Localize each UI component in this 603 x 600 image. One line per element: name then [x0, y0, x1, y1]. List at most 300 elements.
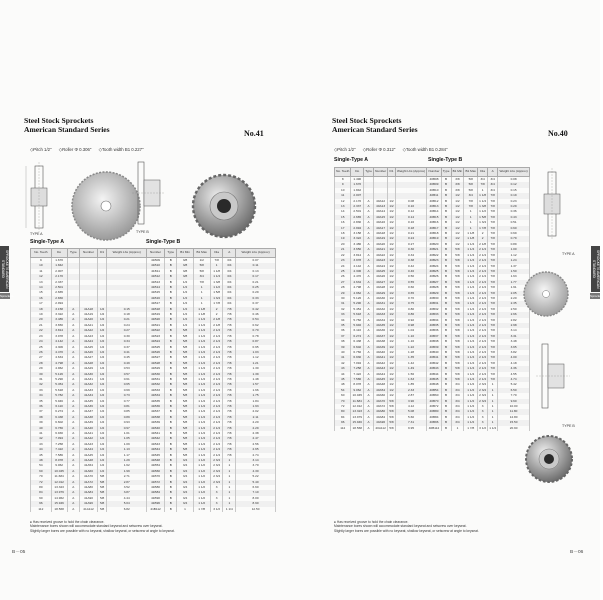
- table-cell: 7/8: [223, 312, 236, 317]
- table-cell: 1 1/2: [193, 474, 210, 479]
- table-cell: 2 1/4: [479, 355, 487, 360]
- table-cell: 0.51: [498, 220, 530, 225]
- table-cell: 5/8: [451, 323, 464, 328]
- table-cell: 1 1/4: [464, 307, 478, 312]
- table-cell: 1 1/4: [193, 388, 210, 393]
- table-cell: 40A80: [374, 409, 388, 414]
- table-cell: B: [441, 415, 451, 420]
- table-cell: 41B90: [147, 496, 165, 501]
- table-cell: B: [165, 323, 177, 328]
- table-cell: 17: [335, 226, 351, 231]
- table-cell: 5/8: [177, 377, 193, 382]
- table-cell: 5/8: [451, 247, 464, 252]
- table-cell: B: [165, 355, 177, 360]
- table-cell: 0.42: [236, 307, 276, 312]
- table-cell: A: [67, 323, 79, 328]
- table-cell: A: [364, 226, 374, 231]
- table-cell: 5/8: [97, 496, 106, 501]
- table-cell: 35: [335, 323, 351, 328]
- table-cell: 7/8: [488, 247, 498, 252]
- table-cell: 41B29: [147, 366, 165, 371]
- table-cell: B: [165, 442, 177, 447]
- table-cell: 1.03: [236, 350, 276, 355]
- table-cell: 1/2: [389, 247, 394, 252]
- table-cell: 5/8: [177, 382, 193, 387]
- table-cell: 7/8: [488, 307, 498, 312]
- table-cell: 7/8: [488, 269, 498, 274]
- table-cell: 1.75: [236, 393, 276, 398]
- right-th-b1-min: B1 Min: [451, 168, 464, 177]
- table-cell: 1 1/4: [193, 404, 210, 409]
- table-cell: 1 1/4: [193, 436, 210, 441]
- table-cell: 3.158: [351, 231, 364, 236]
- table-cell: 7.586: [351, 377, 364, 382]
- table-cell: 0.69: [107, 388, 147, 393]
- table-cell: 0.36: [498, 209, 530, 214]
- table-cell: 1/2: [97, 355, 106, 360]
- right-side-tab-tag: Sprockets: [590, 294, 603, 298]
- table-cell: 41A25: [80, 345, 98, 350]
- table-cell: 2 1/4: [479, 312, 487, 317]
- right-footnote-3: Slightly larger bores are possible with no keyseat, shallow keyseat, or setscrew at angle to keyseat.: [334, 528, 479, 533]
- table-cell: 5/8: [389, 414, 394, 419]
- table-cell: 1 1/2: [193, 469, 210, 474]
- table-cell: 7/8: [488, 296, 498, 301]
- table-cell: 1 1/4: [464, 280, 478, 285]
- table-cell: 3/4: [223, 301, 236, 306]
- table-cell: 2 1/4: [210, 442, 223, 447]
- table-cell: B: [441, 177, 451, 183]
- table-cell: 41B28: [147, 361, 165, 366]
- table-cell: 40B21: [427, 247, 441, 252]
- table-row: [335, 426, 530, 431]
- table-cell: A: [67, 307, 79, 312]
- table-cell: 0.07: [236, 258, 276, 264]
- table-cell: 7/8: [223, 431, 236, 436]
- table-cell: 7/8: [223, 307, 236, 312]
- table-cell: 40A29: [374, 291, 388, 296]
- table-cell: 0.79: [498, 236, 530, 241]
- table-cell: 3/4: [177, 496, 193, 501]
- table-cell: 2 1/4: [210, 431, 223, 436]
- table-cell: 40B35: [427, 323, 441, 328]
- table-cell: 5/8: [97, 485, 106, 490]
- table-cell: 1/2: [451, 242, 464, 247]
- table-cell: B: [441, 420, 451, 425]
- table-cell: 1: [478, 188, 488, 193]
- table-cell: 41A33: [80, 388, 98, 393]
- table-cell: 1/2: [389, 241, 394, 246]
- table-cell: 41B14: [147, 285, 165, 290]
- table-cell: 3/4: [488, 182, 498, 187]
- table-cell: 43: [335, 366, 351, 371]
- table-cell: 40A39: [374, 345, 388, 350]
- table-cell: 2: [478, 231, 488, 236]
- table-cell: 40B38: [427, 339, 441, 344]
- table-cell: 1 1/4: [193, 442, 210, 447]
- table-cell: A: [364, 220, 374, 225]
- table-cell: 1: [193, 290, 210, 295]
- table-cell: 5/8: [177, 355, 193, 360]
- table-cell: 3.814: [351, 253, 364, 258]
- table-cell: B: [441, 253, 451, 258]
- right-th-do: Do: [351, 168, 364, 177]
- left-page: [0, 0, 301, 600]
- table-cell: 8.078: [351, 382, 364, 387]
- table-cell: 40A84: [374, 415, 388, 420]
- table-cell: 4.962: [351, 291, 364, 296]
- table-cell: 41B32: [147, 382, 165, 387]
- table-cell: 41B43: [147, 442, 165, 447]
- table-cell: 2 1/4: [479, 333, 487, 338]
- table-cell: 40B14: [427, 209, 441, 214]
- table-cell: 41B17: [147, 301, 165, 306]
- table-cell: 1/2: [97, 388, 106, 393]
- table-cell: 1/2: [389, 231, 394, 236]
- table-cell: A: [364, 247, 374, 252]
- table-cell: 41B45: [147, 453, 165, 458]
- table-cell: 2 1/4: [210, 453, 223, 458]
- table-cell: 1: [223, 463, 236, 468]
- table-cell: 1: [488, 382, 498, 387]
- table-cell: B: [165, 404, 177, 409]
- left-th-a: A: [223, 249, 236, 258]
- table-cell: 38: [335, 339, 351, 344]
- table-cell: 40B23: [427, 258, 441, 263]
- table-cell: B: [441, 226, 451, 231]
- table-cell: 5/8: [177, 372, 193, 377]
- table-cell: 0.57: [107, 372, 147, 377]
- table-cell: 40B31: [427, 301, 441, 306]
- table-cell: 32: [31, 382, 52, 387]
- table-cell: 1.28: [395, 350, 427, 355]
- table-cell: 0.65: [107, 382, 147, 387]
- table-cell: 15.946: [51, 501, 67, 506]
- table-cell: B: [165, 296, 177, 301]
- table-cell: 40B39: [427, 345, 441, 350]
- table-cell: 5/8: [389, 398, 394, 403]
- table-cell: 7/8: [488, 372, 498, 377]
- table-cell: 41B72: [147, 480, 165, 485]
- table-cell: 4.634: [351, 280, 364, 285]
- table-cell: 40A41: [374, 355, 388, 360]
- left-spec-line: [30, 147, 150, 153]
- table-cell: 6.766: [351, 350, 364, 355]
- table-cell: 7/8: [478, 182, 488, 187]
- table-cell: 7.70: [498, 393, 530, 398]
- table-cell: 40A72: [374, 404, 388, 409]
- table-cell: 41A84: [80, 490, 98, 495]
- table-cell: 1: [464, 209, 478, 214]
- table-cell: 14: [335, 209, 351, 214]
- table-cell: 40A44: [374, 372, 388, 377]
- right-type-b-section-drawing: [534, 340, 574, 420]
- table-cell: 4.74: [498, 377, 530, 382]
- table-cell: 5.946: [51, 399, 67, 404]
- left-type-a-section-drawing: [22, 160, 62, 240]
- left-type-b-sprocket-image: [190, 172, 258, 240]
- table-cell: 7/8: [223, 442, 236, 447]
- table-cell: 1/2: [451, 220, 464, 225]
- table-cell: 0.49: [107, 361, 147, 366]
- table-cell: 1 1/4: [464, 285, 478, 290]
- table-cell: 1: [193, 285, 210, 290]
- table-cell: 1.12: [498, 253, 530, 258]
- table-cell: 1.48: [236, 377, 276, 382]
- table-cell: 5.454: [351, 307, 364, 312]
- table-cell: 1 1/4: [193, 366, 210, 371]
- table-cell: 28: [31, 361, 52, 366]
- table-cell: 5/8: [177, 442, 193, 447]
- table-cell: 5.290: [351, 301, 364, 306]
- table-cell: B: [441, 274, 451, 279]
- table-cell: 7/8: [488, 231, 498, 236]
- table-cell: A: [67, 490, 79, 495]
- left-footnote-1: ● Has received groove to hold the chain clearance.: [30, 520, 105, 524]
- table-cell: 7/8: [223, 453, 236, 458]
- table-cell: 2.20: [236, 420, 276, 425]
- table-cell: B: [165, 382, 177, 387]
- table-cell: 2 1/4: [210, 350, 223, 355]
- table-cell: 5/8: [451, 328, 464, 333]
- right-th-b1-max: B1 Max: [464, 168, 478, 177]
- table-cell: 7/8: [488, 334, 498, 339]
- table-cell: 2.170: [51, 274, 67, 279]
- table-cell: 3/4: [177, 469, 193, 474]
- table-cell: 54: [335, 388, 351, 393]
- table-cell: A: [67, 474, 79, 479]
- table-cell: B: [441, 182, 451, 187]
- table-cell: 2 1/4: [479, 350, 487, 354]
- table-cell: 11.684: [352, 398, 362, 403]
- table-cell: 2 3/4: [479, 393, 487, 398]
- table-cell: 5/8: [177, 345, 193, 350]
- table-cell: 41B84: [147, 490, 165, 495]
- table-cell: 40A37: [374, 334, 388, 339]
- table-cell: 20: [335, 242, 351, 247]
- table-cell: 1/2: [389, 220, 394, 225]
- right-side-tab: SPROCKETS AMERICAN STANDARD: [591, 246, 600, 292]
- table-cell: B: [441, 269, 451, 274]
- table-cell: A: [364, 323, 374, 328]
- table-cell: 0.45: [107, 355, 147, 360]
- table-cell: B: [441, 323, 451, 328]
- table-cell: 5/8: [177, 388, 193, 393]
- table-cell: 6.60: [236, 485, 276, 490]
- table-cell: 40B10: [427, 188, 441, 193]
- table-cell: 1 1/4: [464, 253, 478, 258]
- table-cell: 40B34: [427, 318, 441, 323]
- table-cell: 40A36: [374, 328, 388, 333]
- table-cell: 5/8: [451, 264, 464, 269]
- table-cell: 27: [31, 355, 52, 360]
- table-cell: 3: [478, 409, 488, 414]
- table-cell: 7/8: [488, 285, 498, 290]
- table-cell: 3/4: [177, 490, 193, 495]
- table-cell: 30: [31, 372, 52, 377]
- table-cell: 40A21: [374, 247, 388, 252]
- table-cell: 7/8: [210, 258, 223, 264]
- table-cell: 3.486: [51, 317, 67, 322]
- table-cell: 7/8: [488, 242, 498, 247]
- table-cell: 1.01: [107, 431, 147, 436]
- table-cell: 41A48: [80, 458, 98, 463]
- table-cell: 41A23: [80, 334, 98, 339]
- table-cell: 1/2: [97, 404, 106, 409]
- left-spec-table: [30, 248, 276, 512]
- table-cell: 1/2: [389, 312, 394, 317]
- table-cell: 0.21: [107, 317, 147, 322]
- table-cell: 0.92: [395, 318, 427, 323]
- table-cell: 4.30: [236, 469, 276, 474]
- table-cell: 41B41: [147, 431, 165, 436]
- table-cell: 40B41: [427, 355, 441, 360]
- table-cell: 1.670: [351, 182, 364, 187]
- table-cell: 6.438: [51, 415, 67, 420]
- table-cell: 4.798: [351, 285, 364, 290]
- table-cell: A: [67, 404, 79, 409]
- table-cell: 2 1/8: [479, 241, 487, 246]
- table-cell: 2 1/4: [479, 322, 487, 327]
- table-row: [31, 507, 276, 512]
- table-cell: 41B16: [147, 296, 165, 301]
- table-cell: 25: [31, 345, 52, 350]
- table-cell: 1/2: [177, 317, 193, 322]
- table-cell: 1 1/2: [193, 496, 210, 501]
- table-cell: 40A112: [375, 425, 386, 430]
- table-cell: 2 3/4: [210, 469, 223, 474]
- table-cell: 3.978: [351, 258, 364, 263]
- table-cell: B: [165, 409, 177, 414]
- table-cell: 1 1/2: [464, 420, 478, 425]
- table-cell: 70: [335, 399, 351, 404]
- table-cell: 40B25: [427, 269, 441, 274]
- table-cell: 3/4: [488, 177, 498, 183]
- table-cell: 2 1/4: [210, 355, 223, 360]
- table-cell: 7/8: [488, 301, 498, 306]
- table-cell: B: [165, 258, 177, 264]
- table-cell: A: [67, 485, 79, 490]
- table-cell: 1.16: [395, 339, 427, 344]
- table-cell: B: [165, 480, 177, 485]
- table-cell: 0.15: [498, 188, 530, 193]
- table-cell: 28: [335, 285, 351, 290]
- table-cell: 26: [335, 274, 351, 279]
- table-cell: 1 1/4: [193, 323, 210, 328]
- table-cell: B: [441, 199, 451, 204]
- table-cell: 40B32: [427, 307, 441, 312]
- table-cell: A: [364, 328, 374, 333]
- table-cell: 7.422: [51, 447, 67, 452]
- table-cell: 4.634: [51, 355, 67, 360]
- left-table-body: [31, 258, 276, 513]
- table-cell: 40B17: [427, 226, 441, 231]
- table-cell: 0.75: [395, 301, 427, 306]
- table-cell: 1/2: [451, 204, 464, 209]
- right-section-type-a: Single-Type A: [334, 157, 369, 163]
- table-cell: 41: [31, 431, 52, 436]
- table-cell: 40B15: [427, 215, 441, 220]
- table-cell: B: [165, 377, 177, 382]
- table-cell: 41B54: [147, 463, 165, 468]
- left-side-tab-tag: Sprockets: [0, 294, 14, 298]
- table-cell: 2 1/4: [210, 339, 223, 344]
- table-cell: 7/8: [488, 355, 498, 360]
- table-cell: 1 7/8: [210, 301, 223, 306]
- table-cell: 11.684: [51, 474, 67, 479]
- left-tooth-width: ◇Tooth width B1 0.227": [98, 147, 144, 152]
- table-cell: 41B13: [147, 280, 165, 285]
- table-cell: 0.43: [498, 215, 530, 220]
- table-cell: B: [441, 377, 451, 382]
- table-cell: 5/8: [177, 447, 193, 452]
- table-cell: A: [364, 355, 374, 360]
- table-cell: 7/8: [193, 280, 210, 285]
- table-cell: 2 3/4: [210, 474, 223, 479]
- table-cell: 3.814: [51, 328, 67, 333]
- table-cell: 72: [31, 480, 52, 485]
- table-cell: 2.830: [51, 296, 67, 301]
- table-cell: 5/8: [451, 253, 464, 258]
- table-cell: 1 5/8: [210, 290, 223, 295]
- table-cell: A: [364, 366, 374, 371]
- table-cell: 41A24: [80, 339, 98, 344]
- table-cell: 5.60: [395, 415, 427, 420]
- table-cell: 1 3/8: [210, 280, 223, 285]
- table-cell: 40A45: [374, 377, 388, 382]
- table-cell: 1/2: [389, 350, 394, 354]
- table-cell: 41A42: [80, 436, 98, 441]
- table-cell: 41B40: [147, 426, 165, 431]
- table-cell: 5.04: [107, 501, 147, 506]
- table-cell: 41B22: [147, 328, 165, 333]
- table-cell: 2: [478, 236, 488, 241]
- table-cell: A: [364, 236, 374, 241]
- table-cell: B: [441, 312, 451, 317]
- table-cell: 0.17: [236, 274, 276, 279]
- table-cell: 2 1/4: [210, 361, 223, 366]
- table-cell: 40B48: [427, 382, 441, 387]
- table-cell: 24: [335, 264, 351, 269]
- table-cell: B: [165, 426, 177, 431]
- table-cell: 0.55: [395, 280, 427, 285]
- table-cell: A: [67, 431, 79, 436]
- table-cell: 41B15: [147, 290, 165, 295]
- table-cell: 7/8: [223, 317, 236, 322]
- table-cell: 1: [488, 399, 498, 404]
- table-cell: A: [67, 496, 79, 501]
- table-cell: A: [364, 242, 374, 247]
- table-cell: 80: [31, 485, 52, 490]
- table-cell: 41B11: [147, 269, 165, 274]
- table-cell: 5/8: [177, 350, 193, 355]
- table-cell: 4.470: [51, 350, 67, 355]
- table-cell: 6.930: [351, 355, 364, 360]
- table-cell: 1 1/8: [464, 236, 478, 241]
- right-type-b-label: TYPE B: [562, 424, 575, 428]
- right-series-number: No.40: [548, 129, 568, 138]
- table-cell: 7.422: [351, 372, 364, 377]
- table-cell: 40B60: [427, 393, 441, 398]
- table-cell: 1/2: [389, 198, 394, 203]
- table-cell: 12.012: [352, 404, 363, 409]
- table-cell: 40B29: [427, 291, 441, 296]
- table-cell: 0.46: [236, 312, 276, 317]
- table-cell: 40B54: [427, 388, 441, 393]
- table-cell: 0.33: [236, 296, 276, 301]
- table-cell: A: [364, 318, 374, 323]
- table-cell: 29: [31, 366, 52, 371]
